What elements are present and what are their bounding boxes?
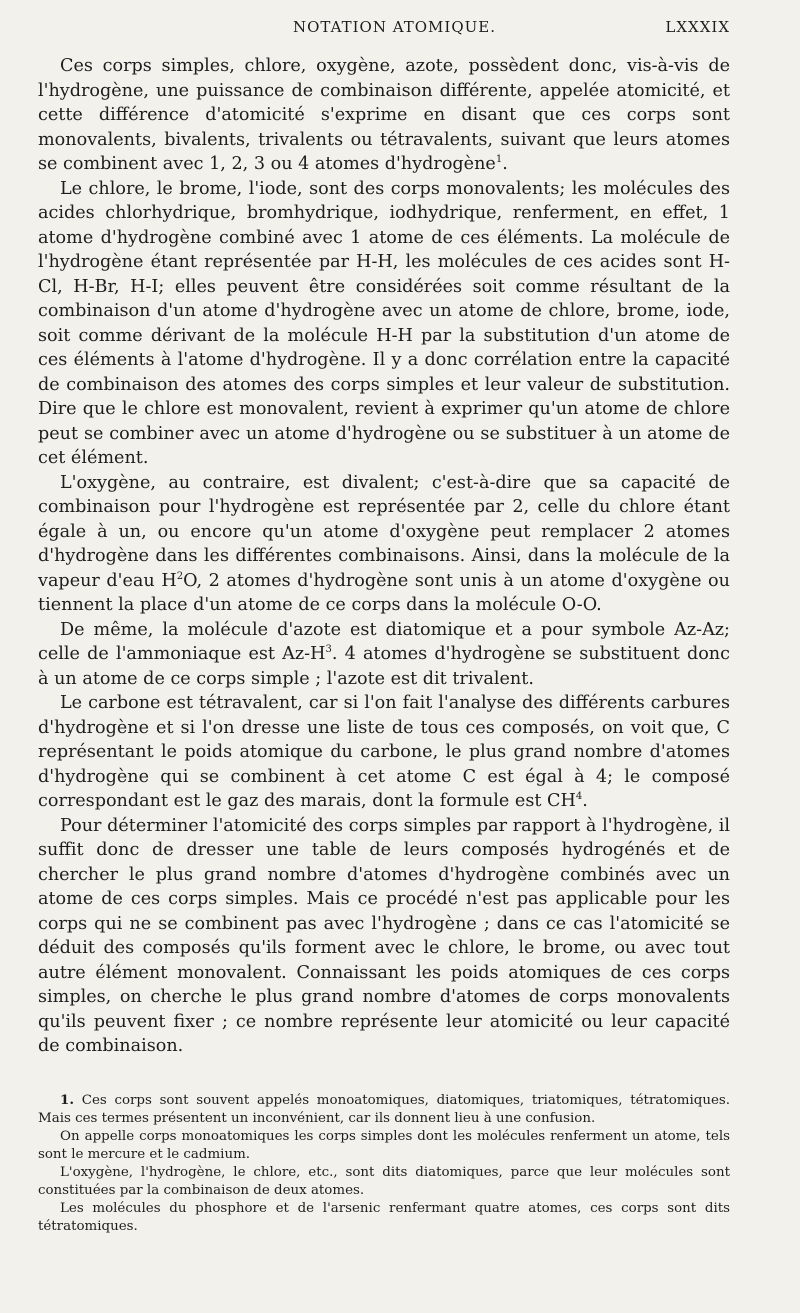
footnote-marker: 1. bbox=[60, 1091, 74, 1108]
footnote-1: 1. Ces corps sont souvent appelés monoatomiques, diatomiques, triatomiques, tétratomiques. Mais ces termes présentent un inconvénient, car ils donnent lieu à une confusion. bbox=[38, 1091, 730, 1126]
footnote-reference[interactable]: 1 bbox=[495, 154, 503, 165]
footnote-3: L'oxygène, l'hydrogène, le chlore, etc., sont dits diatomiques, parce que leur molécules sont constituées par la combinaison de deux atomes. bbox=[38, 1164, 730, 1198]
paragraph-5: Le carbone est tétravalent, car si l'on fait l'analyse des différents carbures d'hydrogène et si l'on dresse une liste de tous ces composés, on voit que, C représentant le poids atomique du carbone, le plus grand nombre d'atomes d'hydrogène qui se combinent à cet atome C est égal à 4; le composé correspondant est le gaz des marais, dont la formule est $CH^4$. bbox=[38, 693, 730, 811]
main-text bbox=[38, 54, 730, 1059]
footnote-2: On appelle corps monoatomiques les corps simples dont les molécules renferment un atome, tels sont le mercure et le cadmium. bbox=[38, 1128, 730, 1162]
running-header bbox=[38, 18, 730, 42]
paragraph-2: Le chlore, le brome, l'iode, sont des corps monovalents; les molécules des acides chlorhydrique, bromhydrique, iodhydrique, renferment, en effet, 1 atome d'hydrogène combiné avec 1 atome de ces éléments. La molécule de l'hydrogène étant représentée par H-H, les molécules de ces acides sont H-Cl, H-Br, H-I; elles peuvent être considérées soit comme résultant de la combinaison d'un atome d'hydrogène avec un atome de chlore, brome, iode, soit comme dérivant de la molécule H-H par la substitution d'un atome de ces éléments à l'atome d'hydrogène. Il y a donc corrélation entre la capacité de combinaison des atomes des corps simples et leur valeur de substitution. Dire que le chlore est monovalent, revient à exprimer qu'un atome de chlore peut se combiner avec un atome d'hydrogène ou se substituer à un atome de cet élément. bbox=[38, 178, 730, 468]
footnote-4: Les molécules du phosphore et de l'arsenic renfermant quatre atomes, ces corps sont dits tétratomiques. bbox=[38, 1200, 730, 1234]
footnotes bbox=[38, 1091, 730, 1236]
running-title: NOTATION ATOMIQUE. bbox=[293, 18, 496, 36]
paragraph-6: Pour déterminer l'atomicité des corps simples par rapport à l'hydrogène, il suffit donc de dresser une table de leurs composés hydrogénés et de chercher le plus grand nombre d'atomes d'hydrogène combinés avec un atome de ces corps simples. Mais ce procédé n'est pas applicable pour les corps qui ne se combinent pas avec l'hydrogène ; dans ce cas l'atomicité se déduit des composés qu'ils forment avec le chlore, le brome, ou avec tout autre élément monovalent. Connaissant les poids atomiques de ces corps simples, on cherche le plus grand nombre d'atomes de corps monovalents qu'ils peuvent fixer ; ce nombre représente leur atomicité ou leur capacité de combinaison. bbox=[38, 815, 730, 1056]
paragraph-4: De même, la molécule d'azote est diatomique et a pour symbole Az-Az; celle de l'ammoniaque est $Az-H^3$. 4 atomes d'hydrogène se substituent donc à un atome de ce corps simple ; l'azote est dit trivalent. bbox=[38, 619, 730, 689]
paragraph-1: Ces corps simples, chlore, oxygène, azote, possèdent donc, vis-à-vis de l'hydrogène, une puissance de combinaison différente, appelée atomicité, et cette différence d'atomicité s'exprime en disant que ces corps sont monovalents, bivalents, trivalents ou tétravalents, suivant que leurs atomes se combinent avec 1, 2, 3 ou 4 atomes d'hydrogène$^1$. bbox=[38, 56, 730, 174]
page-number: LXXXIX bbox=[665, 18, 730, 36]
paragraph-3: L'oxygène, au contraire, est divalent; c'est-à-dire que sa capacité de combinaison pour l'hydrogène est représentée par 2, celle du chlore étant égale à un, ou encore qu'un atome d'oxygène peut remplacer 2 atomes d'hydrogène dans les différentes combinaisons. Ainsi, dans la molécule de la vapeur d'eau $H^2O$, 2 atomes d'hydrogène sont unis à un atome d'oxygène ou tiennent la place d'un atome de ce corps dans la molécule O-O. bbox=[38, 472, 730, 615]
